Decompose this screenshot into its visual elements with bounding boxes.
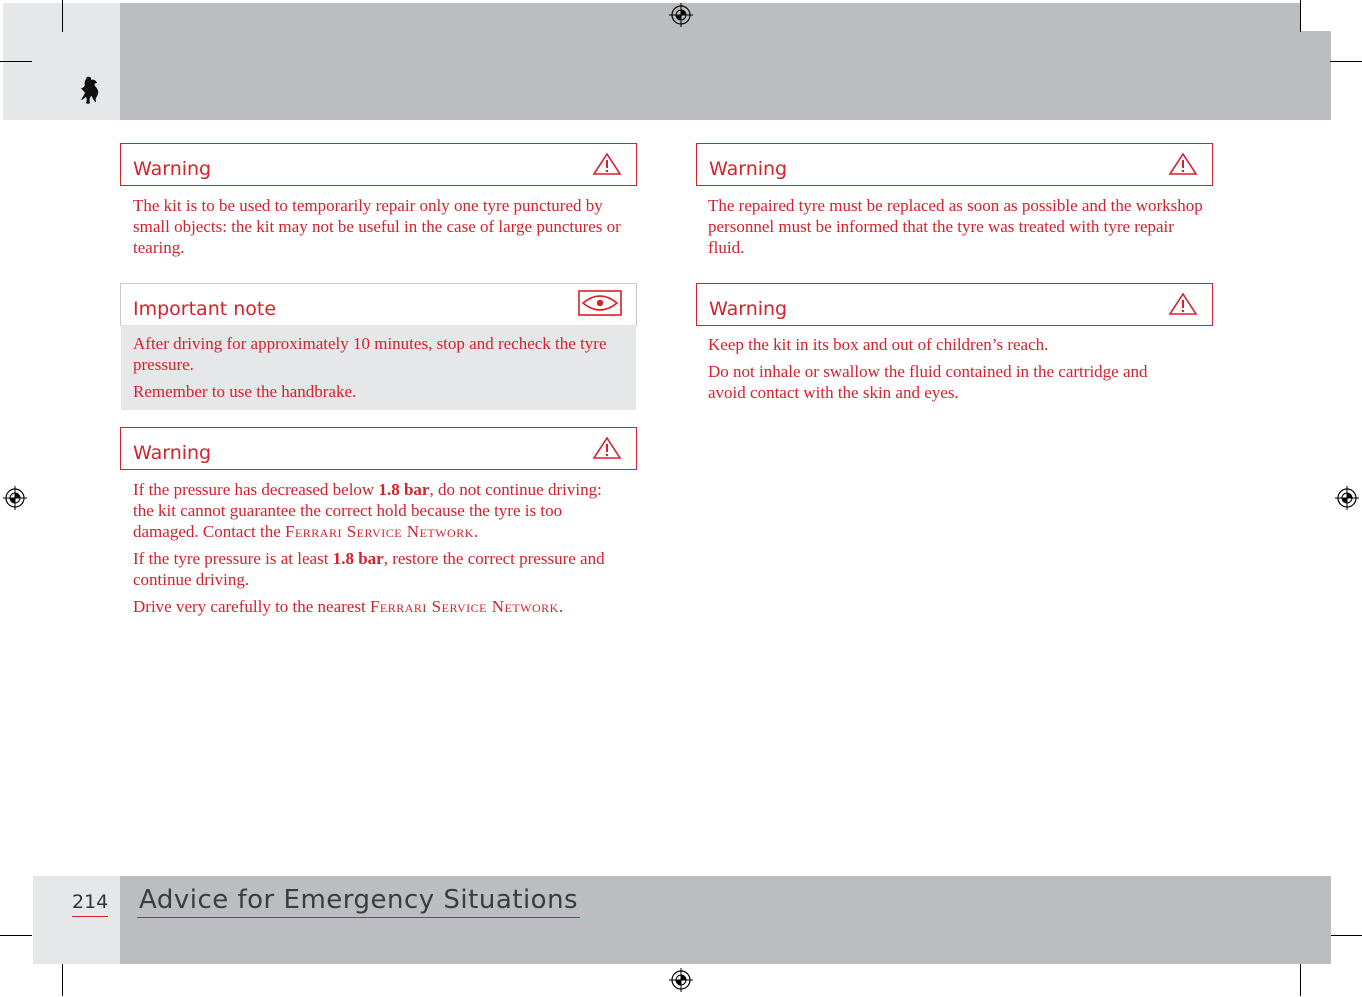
crop-mark bbox=[0, 935, 32, 936]
crop-mark bbox=[62, 0, 63, 32]
prancing-horse-logo bbox=[78, 75, 104, 107]
registration-mark-icon bbox=[669, 3, 693, 32]
paragraph: Remember to use the handbrake. bbox=[133, 382, 357, 401]
warning-box bbox=[696, 283, 1213, 326]
important-note-box bbox=[120, 283, 637, 326]
crop-mark bbox=[1330, 935, 1362, 936]
warning-title: Warning bbox=[709, 158, 788, 180]
crop-mark bbox=[62, 964, 63, 996]
eye-icon bbox=[578, 290, 622, 321]
note-title: Important note bbox=[133, 298, 277, 320]
warning-title: Warning bbox=[133, 158, 212, 180]
registration-mark-icon bbox=[669, 968, 693, 997]
warning-text bbox=[133, 479, 613, 623]
crop-mark bbox=[1300, 0, 1301, 32]
warning-text bbox=[708, 334, 1183, 409]
crop-mark bbox=[0, 61, 32, 62]
warning-triangle-icon bbox=[1168, 152, 1198, 181]
section-title: Advice for Emergency Situations bbox=[137, 884, 580, 918]
warning-text bbox=[133, 195, 628, 264]
paragraph: After driving for approximately 10 minutes, stop and recheck the tyre pressure. bbox=[133, 334, 607, 374]
paragraph: The kit is to be used to temporarily repair only one tyre punctured by small objects: the kit may not be useful in the case of large punctures or tearing. bbox=[133, 196, 621, 257]
paragraph: Do not inhale or swallow the fluid contained in the cartridge and avoid contact with the skin and eyes. bbox=[708, 362, 1148, 402]
paragraph: If the pressure has decreased below 1.8 bar, do not continue driving: the kit cannot guarantee the correct hold because the tyre is too damaged. Contact the Ferrari Service Network. bbox=[133, 480, 602, 541]
paragraph: Keep the kit in its box and out of children’s reach. bbox=[708, 335, 1049, 354]
warning-title: Warning bbox=[709, 298, 788, 320]
crop-mark bbox=[1300, 964, 1301, 996]
warning-box bbox=[120, 427, 637, 470]
crop-mark bbox=[1330, 61, 1362, 62]
warning-box bbox=[696, 143, 1213, 186]
page-number: 214 bbox=[72, 890, 108, 917]
warning-text bbox=[708, 195, 1203, 264]
warning-box bbox=[120, 143, 637, 186]
header-band bbox=[120, 3, 1301, 120]
warning-triangle-icon bbox=[1168, 292, 1198, 321]
paragraph: If the tyre pressure is at least 1.8 bar, restore the correct pressure and continue driving. bbox=[133, 549, 605, 589]
warning-triangle-icon bbox=[592, 436, 622, 465]
warning-title: Warning bbox=[133, 442, 212, 464]
paragraph: The repaired tyre must be replaced as soon as possible and the workshop personnel must be informed that the tyre was treated with tyre repair fluid. bbox=[708, 196, 1203, 257]
registration-mark-icon bbox=[1335, 486, 1359, 515]
note-body bbox=[121, 325, 636, 410]
registration-mark-icon bbox=[3, 486, 27, 515]
header-right-panel bbox=[1301, 31, 1331, 120]
warning-triangle-icon bbox=[592, 152, 622, 181]
paragraph: Drive very carefully to the nearest Ferrari Service Network. bbox=[133, 597, 564, 616]
